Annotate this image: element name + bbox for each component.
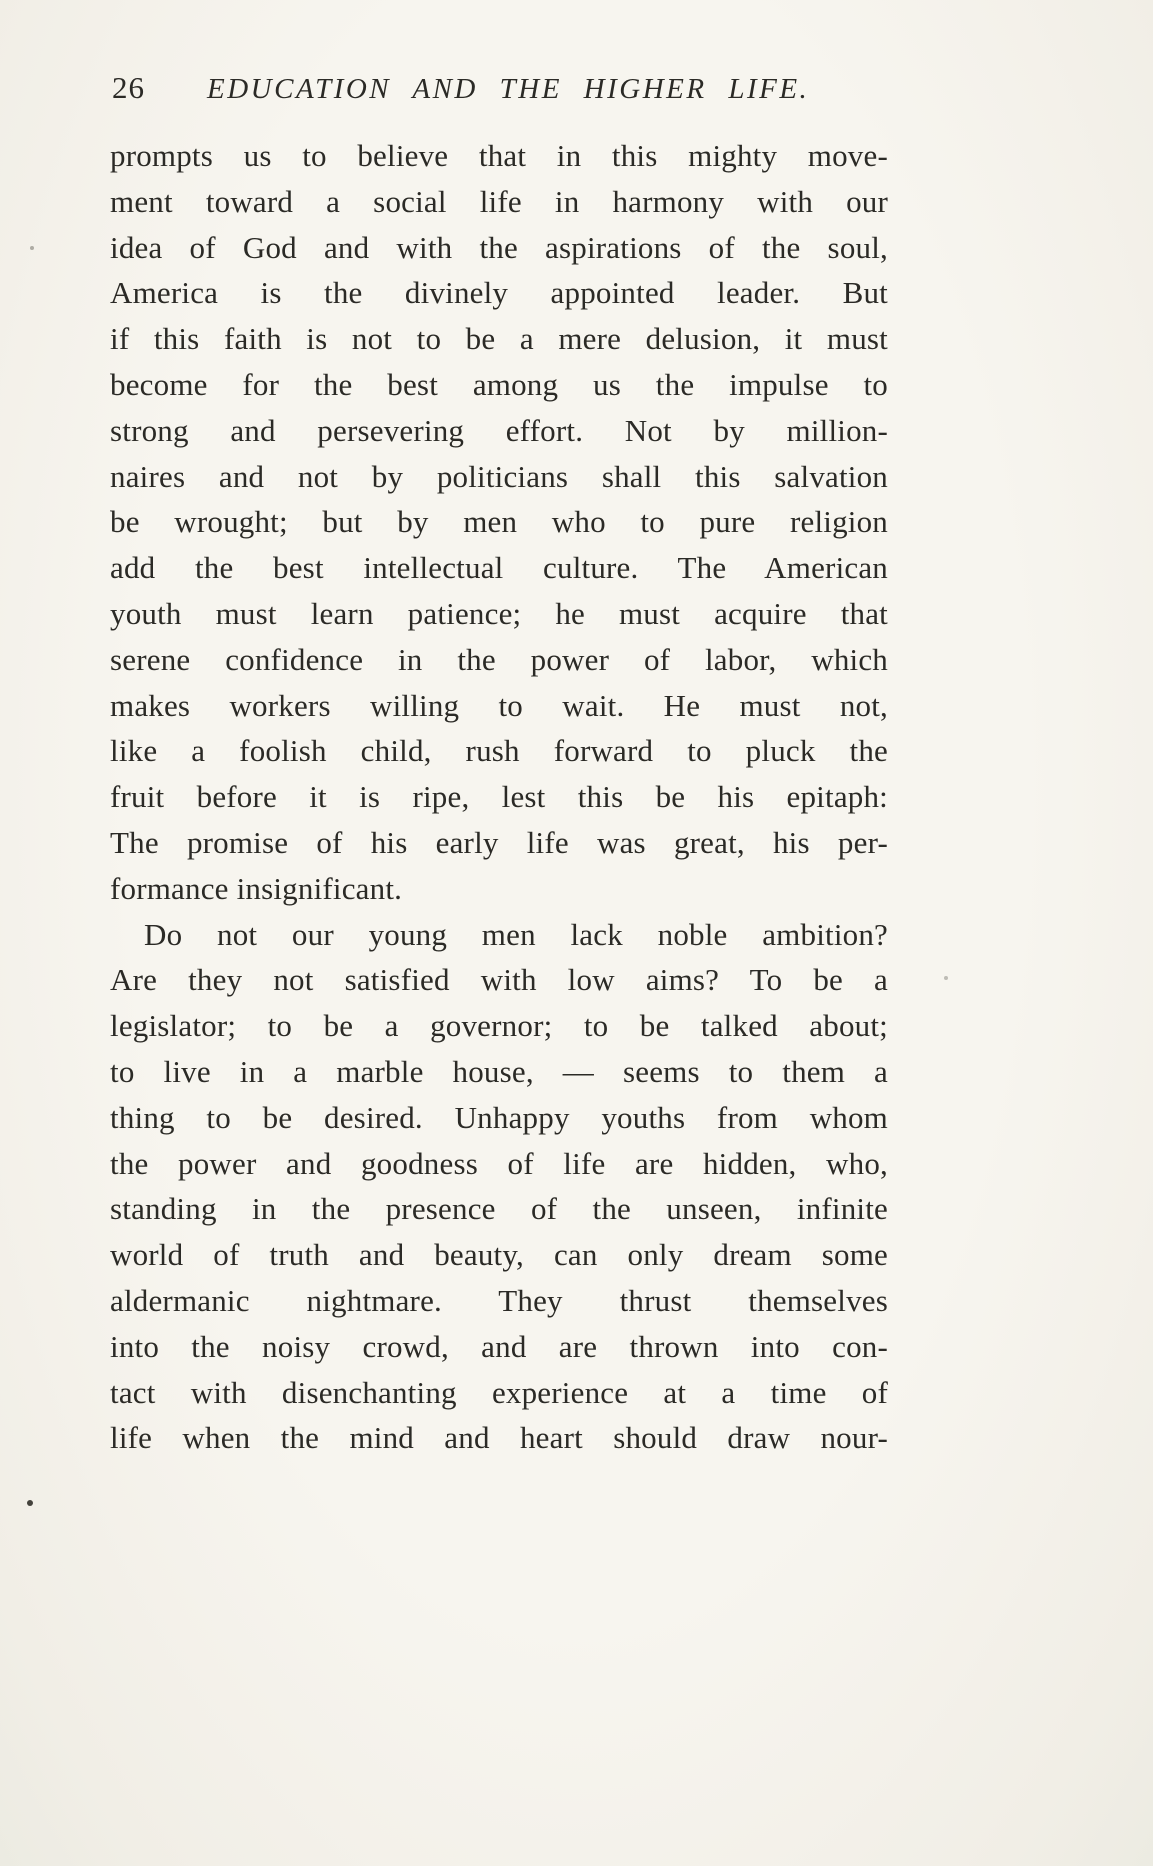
text-line: youth must learn patience; he must acquire that [110,595,888,631]
scan-artifact-dot [944,976,948,980]
text-line: America is the divinely appointed leader. But [110,275,888,311]
text-line: fruit before it is ripe, lest this be his epitaph: [110,779,888,815]
text-line: The promise of his early life was great, his per- [110,824,888,860]
text-line: naires and not by politicians shall this salvation [110,458,888,494]
page-number: 26 [112,70,145,105]
text-line: the power and goodness of life are hidden, who, [110,1145,888,1181]
text-line: prompts us to believe that in this mighty move- [110,138,888,173]
text-line: into the noisy crowd, and are thrown into con- [110,1328,888,1364]
text-line: life when the mind and heart should draw nour- [110,1420,888,1456]
text-line: strong and persevering effort. Not by million- [110,412,888,448]
text-line: Are they not satisfied with low aims? To be a [110,962,888,998]
running-title: EDUCATION AND THE HIGHER LIFE. [207,73,810,105]
text-line: formance insignificant. [110,870,403,906]
text-line: if this faith is not to be a mere delusion, it must [110,321,888,357]
text-line: idea of God and with the aspirations of the soul, [110,229,888,265]
text-line: world of truth and beauty, can only dream some [110,1237,888,1273]
text-line: makes workers willing to wait. He must not, [110,687,888,723]
text-line: add the best intellectual culture. The American [110,550,888,586]
text-line: thing to be desired. Unhappy youths from whom [110,1099,888,1135]
scan-artifact-dot [27,1500,33,1506]
running-head [112,70,892,106]
text-line: be wrought; but by men who to pure religion [110,504,888,540]
page-body [110,133,888,1461]
paragraph [110,133,888,912]
text-line: legislator; to be a governor; to be talked about; [110,1008,888,1044]
text-line: become for the best among us the impulse to [110,366,888,402]
scan-artifact-dot [30,246,34,250]
text-line: tact with disenchanting experience at a time of [110,1374,888,1410]
text-line: ment toward a social life in harmony with our [110,183,888,219]
text-line: Do not our young men lack noble ambition? [144,916,888,952]
text-line: serene confidence in the power of labor, which [110,641,888,677]
paragraph [110,912,888,1462]
text-line: aldermanic nightmare. They thrust themselves [110,1282,888,1318]
text-line: to live in a marble house, — seems to them a [110,1053,888,1089]
text-line: like a foolish child, rush forward to pluck the [110,733,888,769]
text-line: standing in the presence of the unseen, infinite [110,1191,888,1227]
